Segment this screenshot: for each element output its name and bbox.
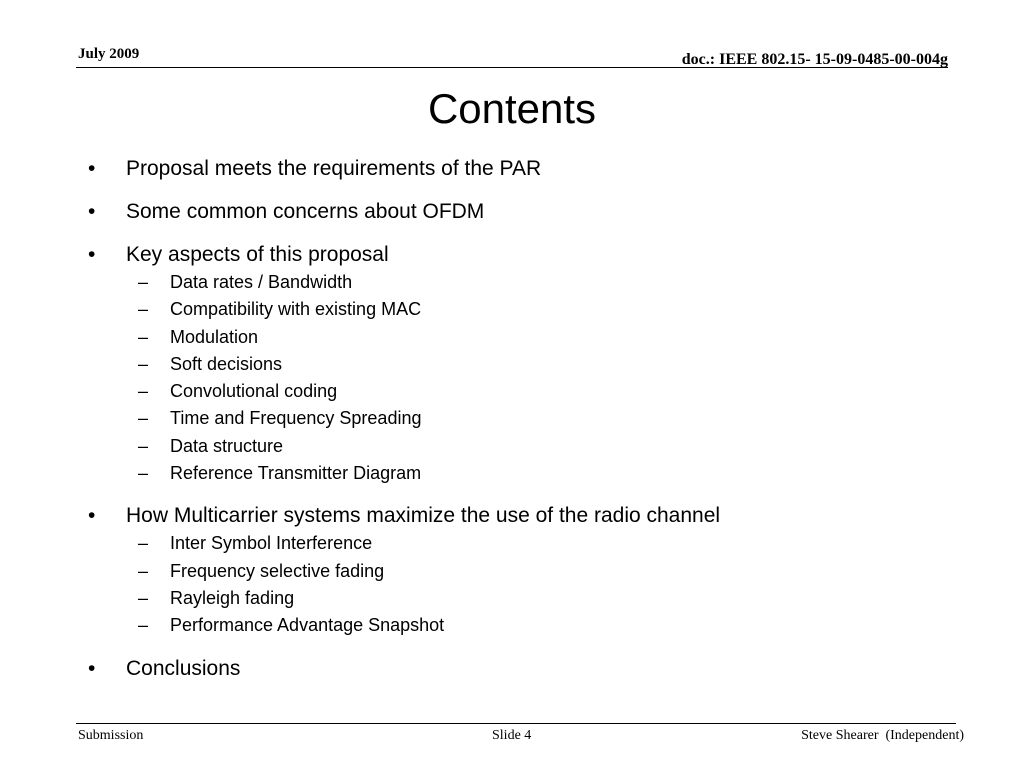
dash-icon: – (138, 353, 149, 374)
header-rule (76, 67, 948, 68)
sub-list (88, 269, 948, 487)
list-item (88, 154, 948, 183)
bullet-icon: • (88, 243, 96, 266)
sub-list-item (138, 296, 948, 323)
footer-submission: Submission (78, 728, 144, 743)
dash-icon: – (138, 587, 149, 608)
bullet-icon: • (88, 504, 96, 528)
sub-list-item-text: Modulation (170, 326, 259, 347)
list-item (88, 501, 948, 639)
sub-list-item (138, 612, 948, 639)
header-doc-id: doc.: IEEE 802.15- 15-09-0485-00-004g (681, 51, 948, 68)
sub-list-item-text: Convolutional coding (170, 381, 338, 402)
sub-list-item (138, 558, 948, 585)
sub-list-item (138, 433, 948, 460)
sub-list-item (138, 269, 948, 296)
dash-icon: – (138, 533, 149, 554)
sub-list-item (138, 351, 948, 378)
sub-list-item (138, 378, 948, 405)
sub-list (88, 530, 948, 639)
sub-list-item (138, 530, 948, 557)
footer-rule (76, 723, 956, 724)
contents-list (88, 154, 948, 683)
list-item (88, 197, 948, 226)
sub-list-item-text: Data structure (170, 435, 284, 456)
sub-list-item (138, 405, 948, 432)
sub-list-item-text: Compatibility with existing MAC (170, 299, 422, 320)
list-item-text: Some common concerns about OFDM (126, 200, 485, 223)
bullet-icon: • (88, 200, 96, 223)
sub-list-item-text: Inter Symbol Interference (170, 533, 373, 554)
header-date: July 2009 (78, 46, 140, 62)
sub-list-item-text: Reference Transmitter Diagram (170, 463, 422, 484)
sub-list-item-text: Soft decisions (170, 353, 283, 374)
dash-icon: – (138, 381, 149, 402)
list-item-text: How Multicarrier systems maximize the use of the radio channel (126, 504, 721, 528)
bullet-icon: • (88, 656, 96, 680)
sub-list-item-text: Time and Frequency Spreading (170, 408, 422, 429)
bullet-icon: • (88, 157, 96, 180)
dash-icon: – (138, 560, 149, 581)
dash-icon: – (138, 326, 149, 347)
sub-list-item (138, 324, 948, 351)
sub-list-item-text: Performance Advantage Snapshot (170, 615, 445, 636)
sub-list-item-text: Rayleigh fading (170, 587, 295, 608)
footer-author: Steve Shearer (Independent) (801, 728, 964, 743)
list-item (88, 654, 948, 683)
sub-list-item-text: Data rates / Bandwidth (170, 272, 353, 292)
dash-icon: – (138, 408, 149, 429)
sub-list-item (138, 460, 948, 487)
dash-icon: – (138, 435, 149, 456)
list-item-text: Conclusions (126, 656, 241, 680)
sub-list-item-text: Frequency selective fading (170, 560, 385, 581)
list-item-text: Key aspects of this proposal (126, 243, 389, 266)
footer-slide-number: Slide 4 (492, 728, 532, 743)
list-item-text: Proposal meets the requirements of the PAR (126, 157, 542, 180)
dash-icon: – (138, 272, 149, 292)
dash-icon: – (138, 463, 149, 484)
sub-list-item (138, 585, 948, 612)
list-item (88, 240, 948, 487)
slide-title: Contents (427, 85, 597, 132)
dash-icon: – (138, 299, 149, 320)
dash-icon: – (138, 615, 149, 636)
